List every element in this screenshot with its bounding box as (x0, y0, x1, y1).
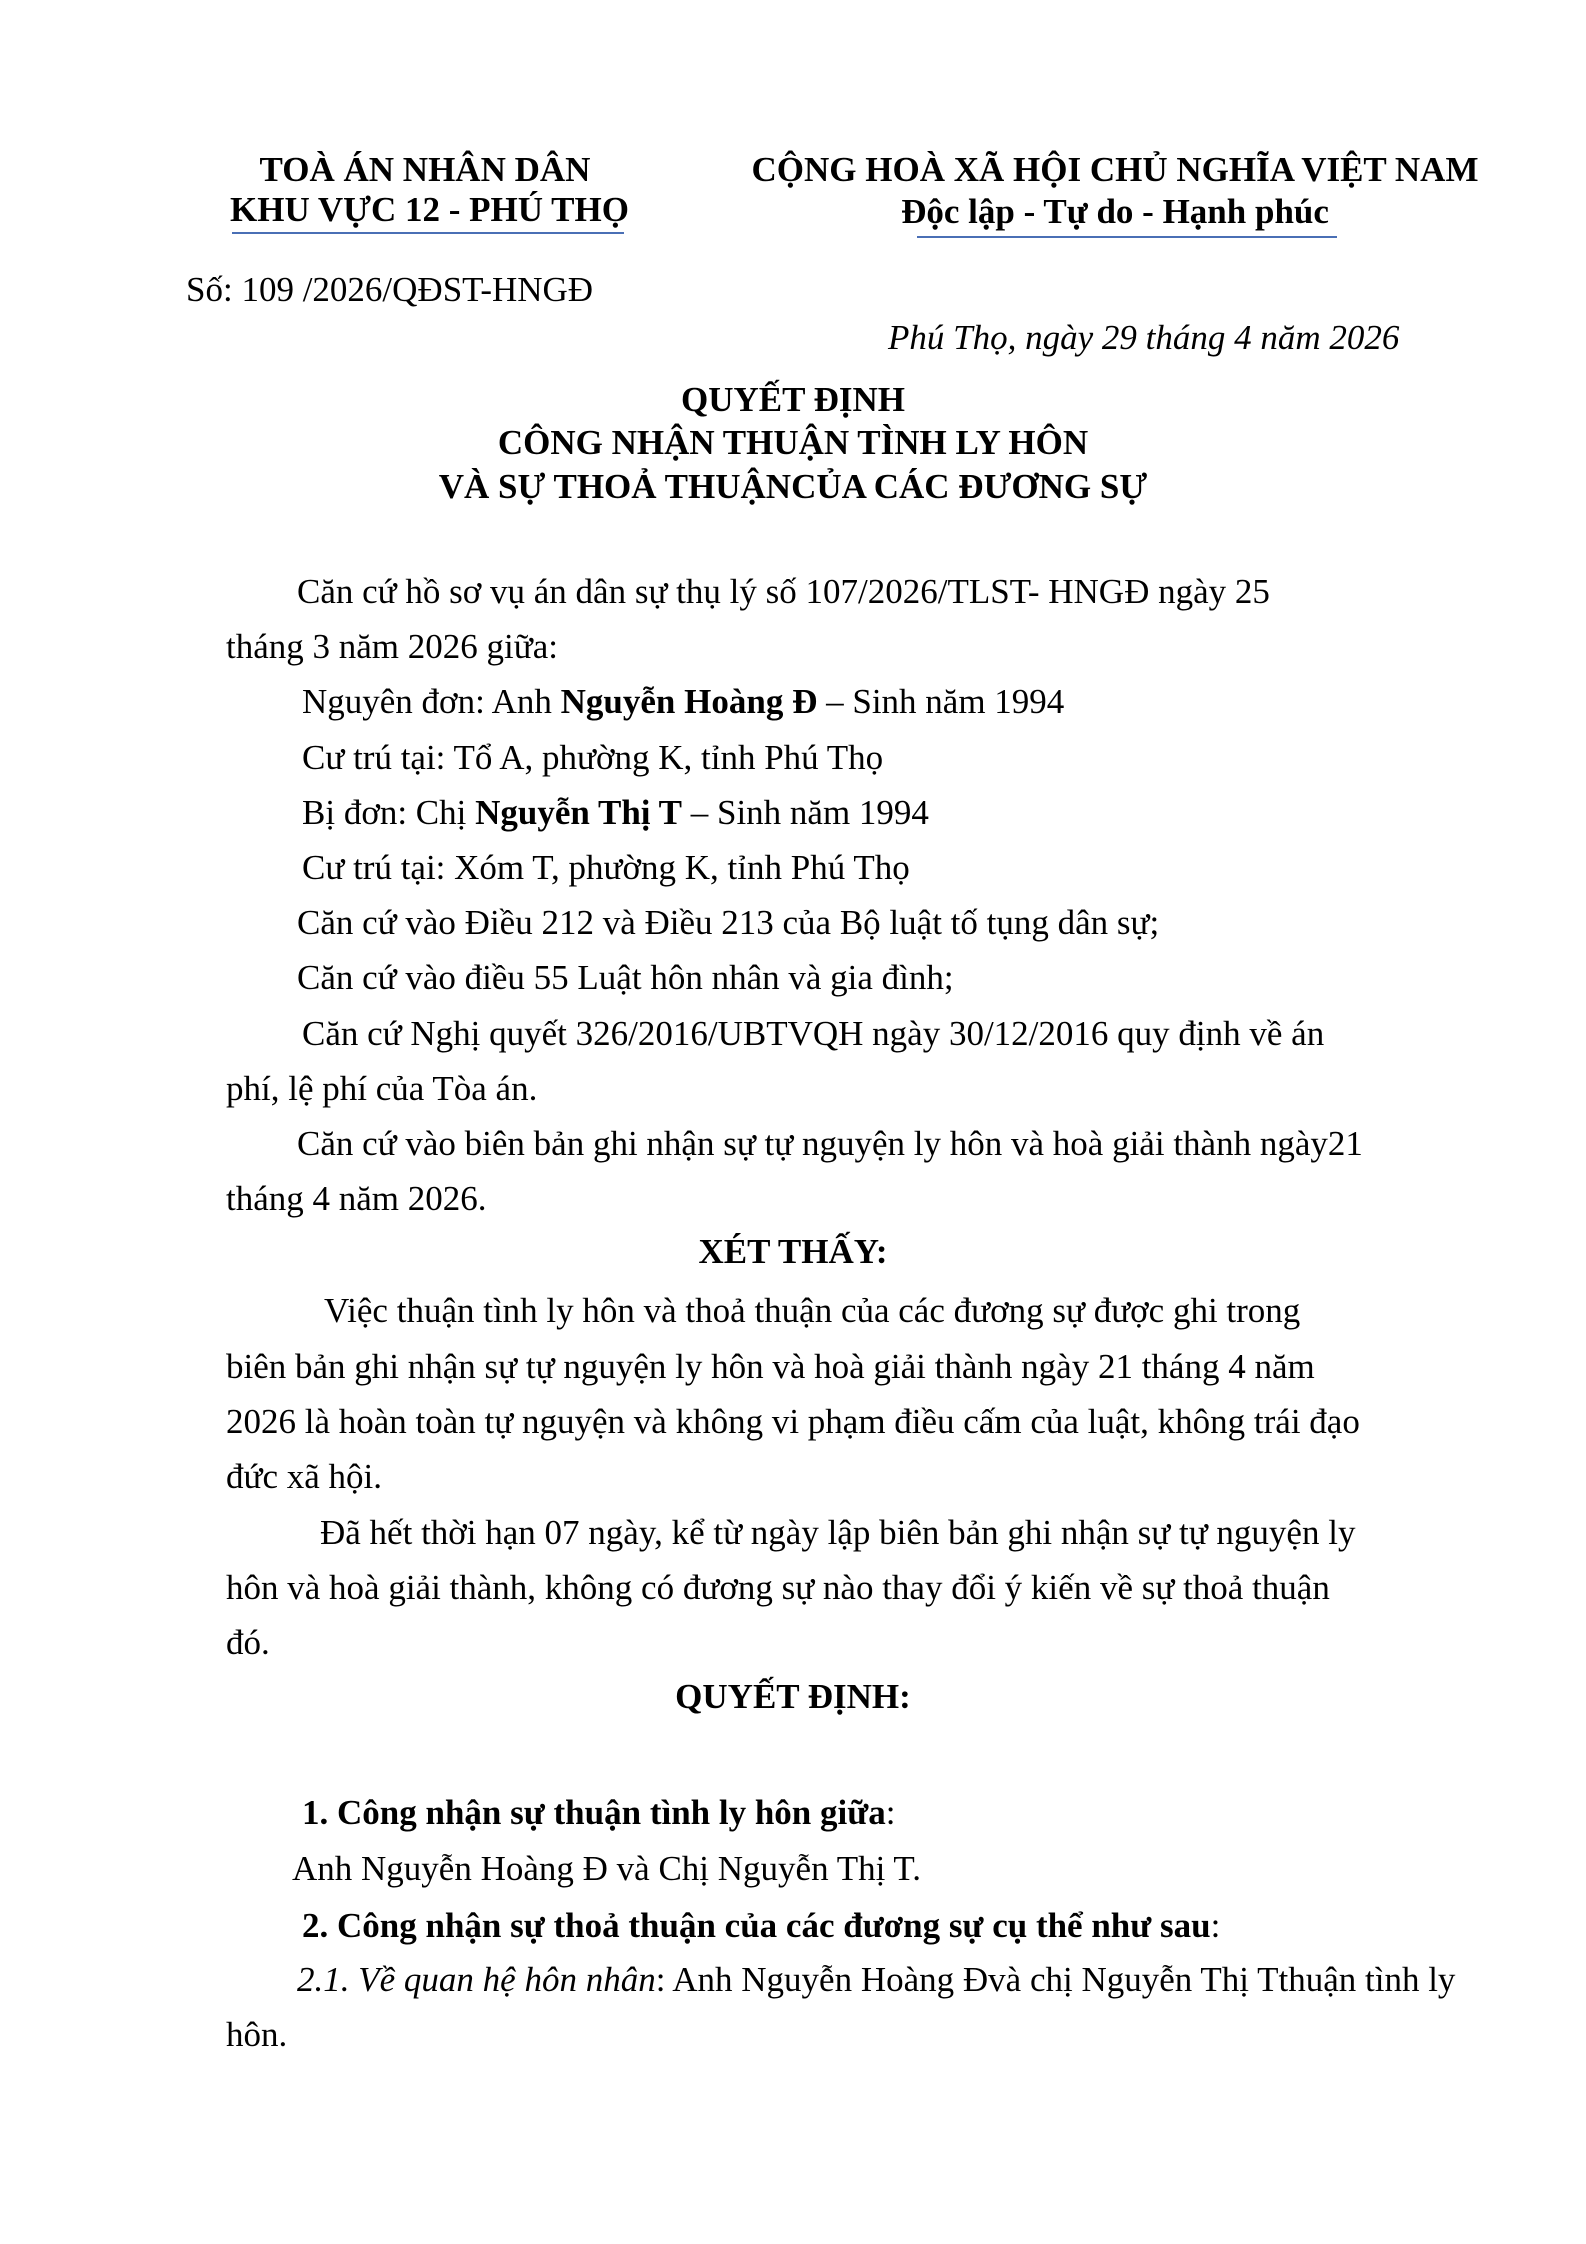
decision-number: Số: 109 /2026/QĐST-HNGĐ (186, 270, 594, 309)
title-line2: CÔNG NHẬN THUẬN TÌNH LY HÔN (497, 423, 1089, 462)
country-name: CỘNG HOÀ XÃ HỘI CHỦ NGHĨA VIỆT NAM (751, 150, 1479, 189)
basis-case-file-cont: tháng 3 năm 2026 giữa: (226, 627, 558, 666)
decision-item2-1-cont: hôn. (226, 2015, 288, 2054)
decision-item1-parties: Anh Nguyễn Hoàng Đ và Chị Nguyễn Thị T. (292, 1849, 921, 1888)
basis-record: Căn cứ vào biên bản ghi nhận sự tự nguyện ly hôn và hoà giải thành ngày21 (297, 1124, 1363, 1163)
court-name-line2: KHU VỰC 12 - PHÚ THỌ (230, 190, 629, 229)
findings-p2-l2: hôn và hoà giải thành, không có đương sự nào thay đổi ý kiến về sự thoả thuận (226, 1568, 1330, 1607)
place-date: Phú Thọ, ngày 29 tháng 4 năm 2026 (888, 318, 1400, 357)
basis-case-file: Căn cứ hồ sơ vụ án dân sự thụ lý số 107/2026/TLST- HNGĐ ngày 25 (297, 572, 1270, 611)
basis-record-cont: tháng 4 năm 2026. (226, 1179, 487, 1218)
defendant: Bị đơn: Chị Nguyễn Thị T – Sinh năm 1994 (302, 793, 929, 832)
title-line1: QUYẾT ĐỊNH (681, 380, 905, 419)
basis-law1: Căn cứ vào Điều 212 và Điều 213 của Bộ luật tố tụng dân sự; (297, 903, 1160, 942)
findings-p1: Việc thuận tình ly hôn và thoả thuận của các đương sự được ghi trong (324, 1291, 1301, 1330)
title-line3: VÀ SỰ THOẢ THUẬNCỦA CÁC ĐƯƠNG SỰ (438, 467, 1148, 506)
findings-heading: XÉT THẤY: (698, 1232, 888, 1271)
findings-p1-l2: biên bản ghi nhận sự tự nguyện ly hôn và hoà giải thành ngày 21 tháng 4 năm (226, 1347, 1315, 1386)
plaintiff: Nguyên đơn: Anh Nguyễn Hoàng Đ – Sinh năm 1994 (302, 682, 1065, 721)
court-name-line1: TOÀ ÁN NHÂN DÂN (259, 150, 591, 189)
findings-p1-l3: 2026 là hoàn toàn tự nguyện và không vi phạm điều cấm của luật, không trái đạo (226, 1402, 1360, 1441)
basis-law3: Căn cứ Nghị quyết 326/2016/UBTVQH ngày 30/12/2016 quy định về án (302, 1014, 1325, 1053)
defendant-name: Nguyễn Thị T (475, 793, 682, 832)
court-underline (232, 232, 624, 234)
decision-item1: 1. Công nhận sự thuận tình ly hôn giữa: (302, 1793, 896, 1832)
findings-p2: Đã hết thời hạn 07 ngày, kể từ ngày lập biên bản ghi nhận sự tự nguyện ly (320, 1513, 1356, 1552)
plaintiff-name: Nguyễn Hoàng Đ (560, 682, 818, 721)
findings-p2-l3: đó. (226, 1623, 270, 1662)
decision-heading: QUYẾT ĐỊNH: (675, 1677, 911, 1716)
findings-p1-l4: đức xã hội. (226, 1457, 383, 1496)
plaintiff-address: Cư trú tại: Tổ A, phường K, tỉnh Phú Thọ (302, 738, 884, 777)
national-motto: Độc lập - Tự do - Hạnh phúc (901, 192, 1329, 231)
decision-item2: 2. Công nhận sự thoả thuận của các đương sự cụ thể như sau: (302, 1906, 1221, 1945)
basis-law3-cont: phí, lệ phí của Tòa án. (226, 1069, 538, 1108)
basis-law2: Căn cứ vào điều 55 Luật hôn nhân và gia đình; (297, 958, 954, 997)
motto-underline (917, 236, 1337, 238)
defendant-address: Cư trú tại: Xóm T, phường K, tỉnh Phú Thọ (302, 848, 910, 887)
decision-item2-1: 2.1. Về quan hệ hôn nhân: Anh Nguyễn Hoàng Đvà chị Nguyễn Thị Tthuận tình ly (297, 1960, 1456, 1999)
